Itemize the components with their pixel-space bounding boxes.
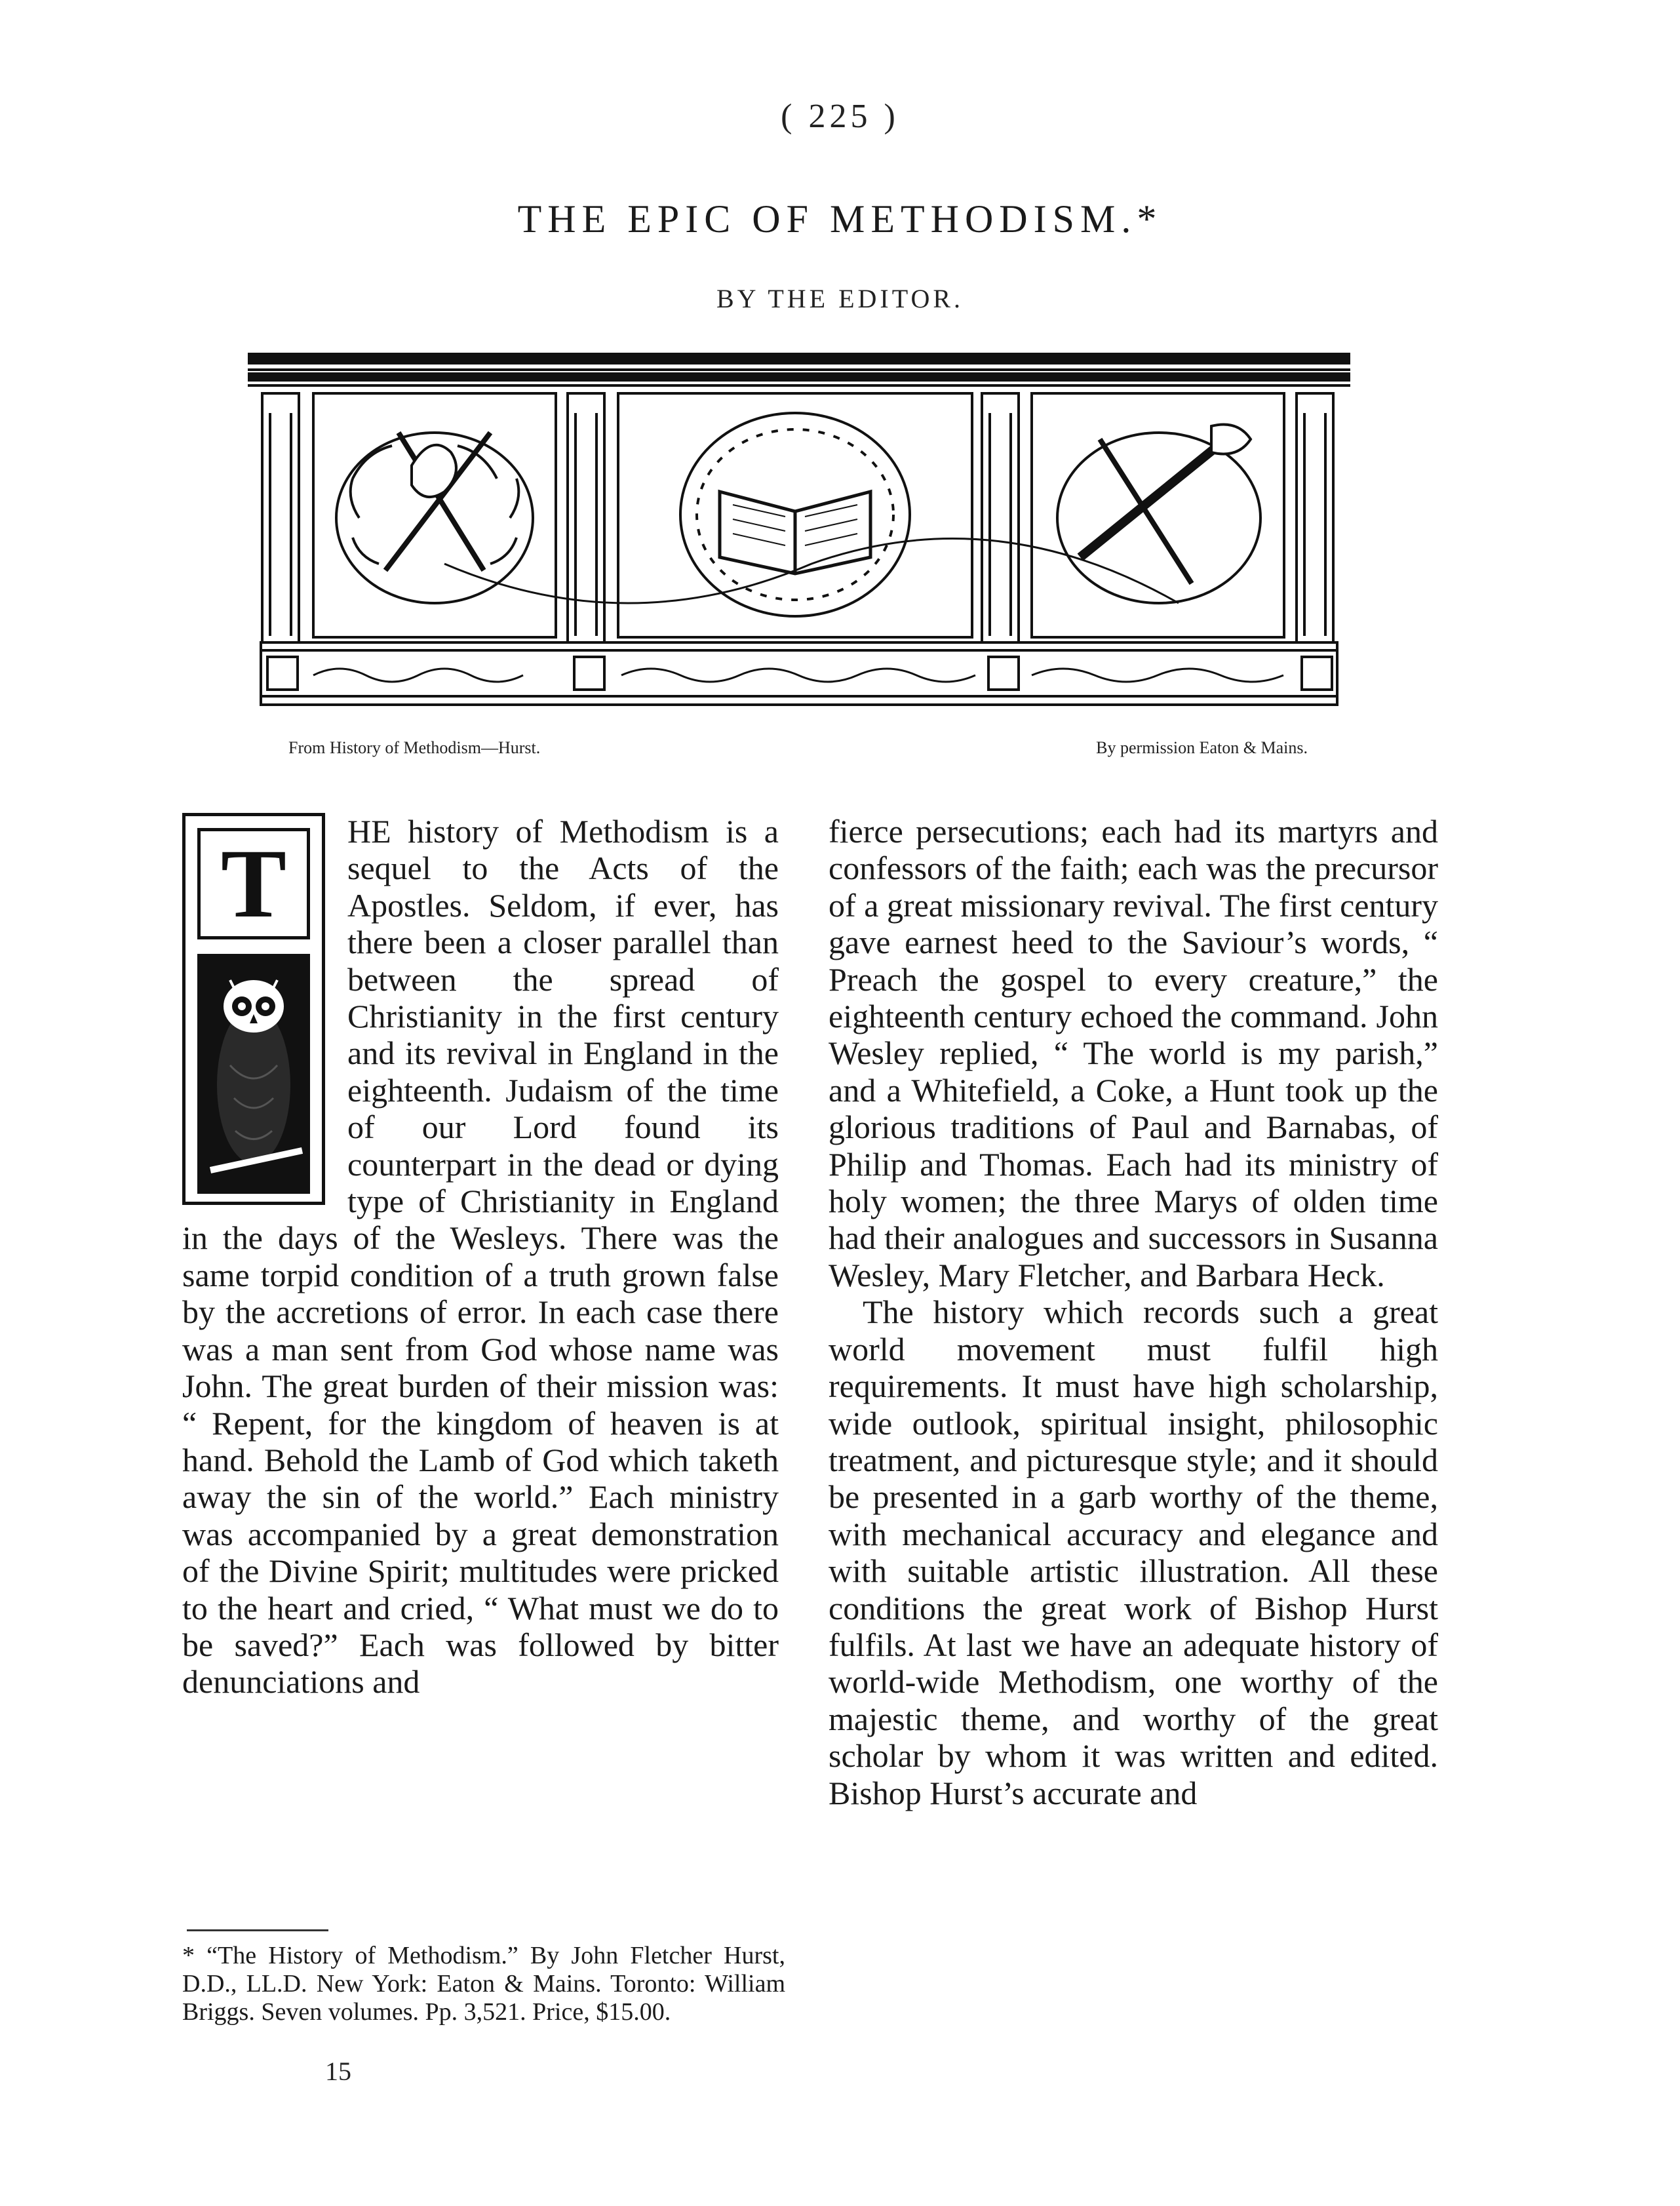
paragraph-1-continued: fierce persecutions; each had its martyrs and confessors of the faith; each was the precursor of a great missionary revival. The first century gave earnest heed to the Saviour’s words, “ Preach the gospel to every creature,” the eighteenth century echoed the command. John Wesley replied, “ The world is my parish,” and a Whitefield, a Coke, a Hunt took up the glorious traditions of Paul and Barnabas, of Philip and Thomas. Each had its ministry of holy women; the three Marys of olden time had their analogues and successors in Susanna Wesley, Mary Fletcher, and Barbara Heck. xyxy=(829,813,1438,1293)
drop-cap-letter: T xyxy=(197,828,310,939)
left-column xyxy=(182,813,779,1701)
owl-icon xyxy=(197,954,310,1194)
article-title: THE EPIC OF METHODISM.* xyxy=(517,197,1163,241)
signature-folio: 15 xyxy=(325,2057,351,2086)
paragraph-2: The history which records such a great world movement must fulfil high requirements. It must have high scholarship, wide outlook, spiritual insight, philosophic treatment, and picturesque style; and it should be presented in a garb worthy of the theme, with mechanical accuracy and elegance and with suitable artistic illustration. All these conditions the great work of Bishop Hurst fulfils. At last we have an adequate history of world-wide Methodism, one worthy of the majestic theme, and worthy of the great scholar by whom it was written and edited. Bishop Hurst’s accurate and xyxy=(829,1293,1438,1811)
page-number: ( 225 ) xyxy=(781,98,899,135)
frieze-illustration xyxy=(248,347,1350,734)
byline: BY THE EDITOR. xyxy=(716,284,964,313)
right-column xyxy=(829,813,1438,1811)
illustration-credit-left: From History of Methodism—Hurst. xyxy=(288,738,541,757)
footnote: * “The History of Methodism.” By John Fletcher Hurst, D.D., LL.D. New York: Eaton & Mains. Toronto: William Briggs. Seven volumes. Pp. 3,521. Price, $15.00. xyxy=(182,1942,785,2026)
paragraph-1: HE history of Methodism is a sequel to the Acts of the Apostles. Seldom, if ever, has there been a closer parallel than between the spread of Christianity in the first century and its revival in England in the eighteenth. Judaism of the time of our Lord found its counterpart in the dead or dying type of Christianity in England in the days of the Wesleys. There was the same torpid condition of a truth grown false by the accretions of error. In each case there was a man sent from God whose name was John. The great burden of their mission was: “ Repent, for the kingdom of heaven is at hand. Behold the Lamb of God which taketh away the sin of the world.” Each ministry was accompanied by a great demonstration of the Divine Spirit; multitudes were pricked to the heart and cried, “ What must we do to be saved?” Each was followed by bitter denunciations and xyxy=(182,813,779,1701)
illustration-credit-right: By permission Eaton & Mains. xyxy=(1096,738,1308,757)
footnote-rule xyxy=(187,1929,328,1931)
drop-cap xyxy=(182,813,325,1205)
